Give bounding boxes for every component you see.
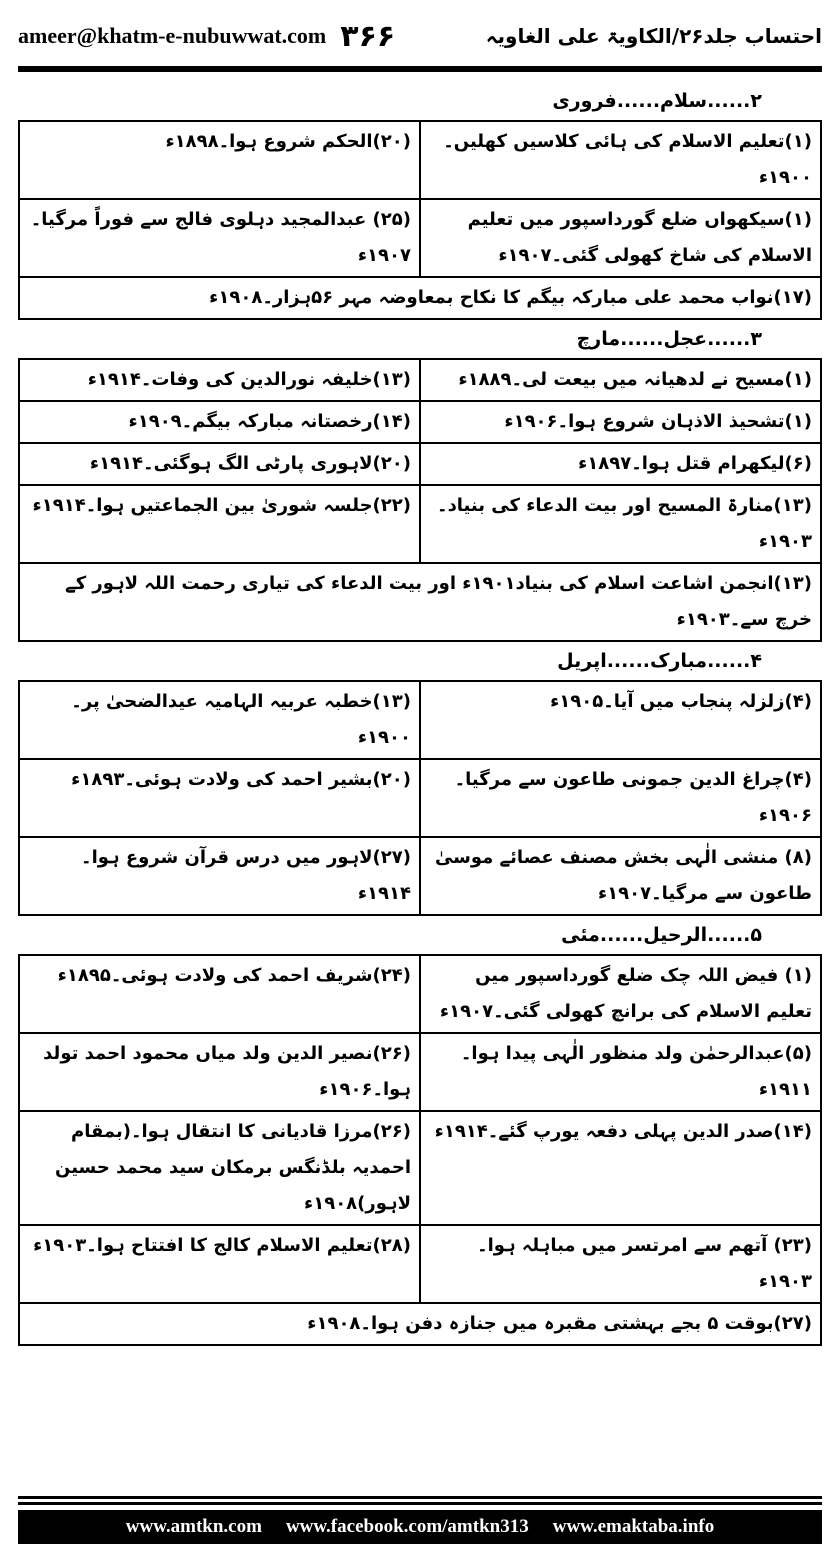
table-cell: (۱۴)صدر الدین پہلی دفعہ یورپ گئے۔۱۹۱۴ء bbox=[420, 1111, 821, 1225]
footer-links-bar bbox=[18, 1510, 822, 1544]
table-row bbox=[19, 1303, 821, 1345]
table-row bbox=[19, 443, 821, 485]
table-row bbox=[19, 277, 821, 319]
table-cell: (۵)عبدالرحمٰن ولد منظور الٰہی پیدا ہوا۔۱۹۱۱ء bbox=[420, 1033, 821, 1111]
page-header bbox=[18, 10, 822, 62]
footer-link-facebook[interactable]: www.facebook.com/amtkn313 bbox=[285, 1516, 529, 1537]
header-left bbox=[18, 19, 395, 54]
table-cell: (۲۴)شریف احمد کی ولادت ہوئی۔۱۸۹۵ء bbox=[19, 955, 420, 1033]
table-cell: (۱۷)نواب محمد علی مبارکہ بیگم کا نکاح بمعاوضہ مہر ۵۶ہزار۔۱۹۰۸ء bbox=[19, 277, 821, 319]
header-email: ameer@khatm-e-nubuwwat.com bbox=[18, 23, 327, 48]
table-cell: (۱۳)خلیفہ نورالدین کی وفات۔۱۹۱۴ء bbox=[19, 359, 420, 401]
table-row bbox=[19, 359, 821, 401]
table-cell: (۶)لیکھرام قتل ہوا۔۱۸۹۷ء bbox=[420, 443, 821, 485]
page-footer bbox=[18, 1496, 822, 1544]
table-cell: (۱۳)انجمن اشاعت اسلام کی بنیاد۱۹۰۱ء اور بیت الدعاء کی تیاری رحمت اللہ لاہور کے خرچ سے۔۱۹۰۳ء bbox=[19, 563, 821, 641]
footer-link-website[interactable]: www.amtkn.com bbox=[125, 1516, 262, 1537]
table-row bbox=[19, 199, 821, 277]
table-row bbox=[19, 485, 821, 563]
table-cell: (۲۸)تعلیم الاسلام کالج کا افتتاح ہوا۔۱۹۰۳ء bbox=[19, 1225, 420, 1303]
table-cell: (۲۵) عبدالمجید دہلوی فالج سے فوراً مرگیا۔ ۱۹۰۷ء bbox=[19, 199, 420, 277]
table-cell: (۴)چراغ الدین جمونی طاعون سے مرگیا۔۱۹۰۶ء bbox=[420, 759, 821, 837]
table-cell: (۱)تعلیم الاسلام کی ہائی کلاسیں کھلیں۔۱۹۰۰ء bbox=[420, 121, 821, 199]
calendar-content bbox=[18, 82, 822, 1346]
footer-rule-top bbox=[18, 1496, 822, 1499]
table-row bbox=[19, 759, 821, 837]
table-row bbox=[19, 1225, 821, 1303]
table-cell: (۱)سیکھواں ضلع گورداسپور میں تعلیم الاسلام کی شاخ کھولی گئی۔۱۹۰۷ء bbox=[420, 199, 821, 277]
table-cell: (۱)مسیح نے لدھیانہ میں بیعت لی۔۱۸۸۹ء bbox=[420, 359, 821, 401]
header-rule bbox=[18, 66, 822, 72]
table-cell: (۱۳)منارۃ المسیح اور بیت الدعاء کی بنیاد۔۱۹۰۳ء bbox=[420, 485, 821, 563]
table-row bbox=[19, 837, 821, 915]
section-table bbox=[18, 954, 822, 1346]
table-row bbox=[19, 563, 821, 641]
section-title: ۵......الرحیل......مئی bbox=[561, 924, 762, 946]
table-row bbox=[19, 1111, 821, 1225]
table-cell: (۴)زلزلہ پنجاب میں آیا۔۱۹۰۵ء bbox=[420, 681, 821, 759]
table-cell: (۲۰)بشیر احمد کی ولادت ہوئی۔۱۸۹۳ء bbox=[19, 759, 420, 837]
table-row bbox=[19, 1033, 821, 1111]
table-cell: (۲۳) آتھم سے امرتسر میں مباہلہ ہوا۔۱۹۰۳ء bbox=[420, 1225, 821, 1303]
footer-link-emaktaba[interactable]: www.emaktaba.info bbox=[552, 1516, 715, 1537]
table-row bbox=[19, 401, 821, 443]
table-cell: (۱)تشحیذ الاذہان شروع ہوا۔۱۹۰۶ء bbox=[420, 401, 821, 443]
table-row bbox=[19, 955, 821, 1033]
table-cell: (۲۲)جلسہ شوریٰ بین الجماعتیں ہوا۔۱۹۱۴ء bbox=[19, 485, 420, 563]
section-table bbox=[18, 120, 822, 320]
table-cell: (۱) فیض اللہ چک ضلع گورداسپور میں تعلیم الاسلام کی برانچ کھولی گئی۔۱۹۰۷ء bbox=[420, 955, 821, 1033]
table-row bbox=[19, 121, 821, 199]
section-table bbox=[18, 680, 822, 916]
section-title: ۲......سلام......فروری bbox=[552, 90, 762, 112]
table-cell: (۲۷)بوقت ۵ بجے بہشتی مقبرہ میں جنازہ دفن ہوا۔۱۹۰۸ء bbox=[19, 1303, 821, 1345]
page-number: ۳۶۶ bbox=[340, 18, 396, 54]
table-cell: (۲۷)لاہور میں درس قرآن شروع ہوا۔۱۹۱۴ء bbox=[19, 837, 420, 915]
table-cell: (۸) منشی الٰہی بخش مصنف عصائے موسیٰ طاعون سے مرگیا۔۱۹۰۷ء bbox=[420, 837, 821, 915]
section-table bbox=[18, 358, 822, 642]
table-cell: (۲۰)لاہوری پارٹی الگ ہوگئی۔۱۹۱۴ء bbox=[19, 443, 420, 485]
table-cell: (۲۶)مرزا قادیانی کا انتقال ہوا۔(بمقام احمدیہ بلڈنگس برمکان سید محمد حسین لاہور)۱۹۰۸ء bbox=[19, 1111, 420, 1225]
section-title: ۳......عجل......مارچ bbox=[576, 328, 762, 350]
table-cell: (۲۰)الحکم شروع ہوا۔۱۸۹۸ء bbox=[19, 121, 420, 199]
table-cell: (۲۶)نصیر الدین ولد میاں محمود احمد تولد ہوا۔۱۹۰۶ء bbox=[19, 1033, 420, 1111]
table-cell: (۱۳)خطبہ عربیہ الہامیہ عیدالضحیٰ پر۔۱۹۰۰ء bbox=[19, 681, 420, 759]
table-cell: (۱۴)رخصتانہ مبارکہ بیگم۔۱۹۰۹ء bbox=[19, 401, 420, 443]
section-title: ۴......مبارک......اپریل bbox=[557, 650, 762, 672]
table-row bbox=[19, 681, 821, 759]
book-title: احتساب جلد۲۶/الکاویۃ علی الغاویہ bbox=[485, 24, 822, 48]
footer-rule-bottom bbox=[18, 1502, 822, 1505]
